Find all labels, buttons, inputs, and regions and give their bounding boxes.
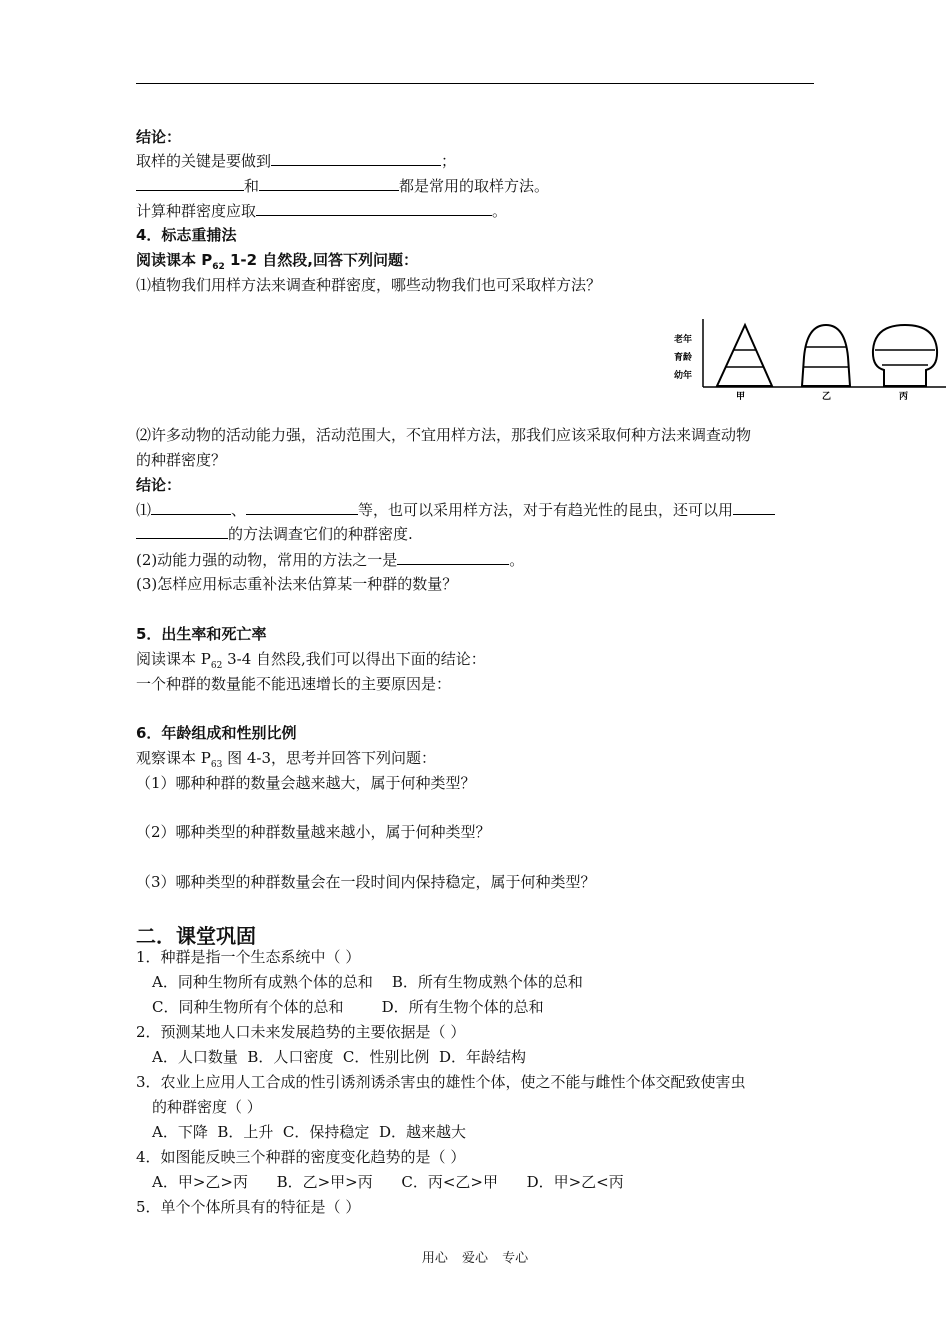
header-rule	[136, 83, 814, 84]
text: 和	[244, 177, 260, 195]
section5-line: 一个种群的数量能不能迅速增长的主要原因是：	[136, 675, 452, 693]
section6-q3: （3）哪种类型的种群数量会在一段时间内保持稳定，属于何种类型？	[136, 873, 596, 891]
x-label-jia: 甲	[736, 392, 746, 401]
conclusion-label: 结论：	[136, 128, 182, 146]
pyramid-yi	[802, 325, 850, 386]
text: 3-4 自然段,我们可以得出下面的结论：	[222, 650, 486, 668]
quiz-line: 3．农业上应用人工合成的性引诱剂诱杀害虫的雄性个体，使之不能与雌性个体交配致使害虫	[136, 1073, 746, 1091]
blank[interactable]	[259, 174, 399, 191]
y-label-breeding: 育龄	[674, 353, 693, 363]
page-footer: 用心 爱心 专心	[421, 1251, 529, 1266]
blank[interactable]	[271, 149, 441, 166]
quiz-line: A．同种生物所有成熟个体的总和 B．所有生物成熟个体的总和	[152, 973, 583, 991]
quiz-line: 的种群密度（ ）	[152, 1098, 262, 1116]
x-label-bing: 丙	[899, 392, 909, 401]
text: 图 4-3，思考并回答下列问题：	[222, 749, 437, 767]
blank[interactable]	[246, 498, 358, 515]
quiz-line: A．人口数量 B．人口密度 C．性别比例 D．年龄结构	[152, 1048, 526, 1066]
page-sub: 62	[212, 262, 225, 272]
part2-title: 二．课堂巩固	[136, 924, 256, 948]
text: 的方法调查它们的种群密度.	[228, 525, 413, 543]
section5-title: 5．出生率和死亡率	[136, 625, 267, 643]
quiz-line: 2．预测某地人口未来发展趋势的主要依据是（ ）	[136, 1023, 466, 1041]
blank[interactable]	[136, 174, 244, 191]
text: 观察课本 P	[136, 749, 211, 767]
text: 阅读课本 P	[136, 650, 211, 668]
blank[interactable]	[256, 199, 492, 216]
text: 都是常用的取样方法。	[399, 177, 550, 195]
quiz-line: 5．单个个体所具有的特征是（ ）	[136, 1198, 361, 1216]
blank[interactable]	[136, 522, 228, 539]
quiz-line: 4．如图能反映三个种群的密度变化趋势的是（ ）	[136, 1148, 466, 1166]
section4-c1-line1	[136, 498, 775, 521]
page-sub: 62	[210, 661, 223, 671]
conclusion-line-2	[136, 174, 549, 197]
blank[interactable]	[397, 548, 509, 565]
pyramid-bing	[873, 325, 937, 386]
section4-c2	[136, 548, 524, 571]
blank[interactable]	[151, 498, 231, 515]
text: ；	[441, 152, 457, 170]
y-label-old: 老年	[674, 335, 693, 345]
section6-q2: （2）哪种类型的种群数量越来越小，属于何种类型？	[136, 823, 491, 841]
text: 阅读课本 P	[136, 251, 213, 269]
quiz-line: A．下降 B．上升 C．保持稳定 D．越来越大	[152, 1123, 466, 1141]
conclusion-line-1	[136, 149, 456, 172]
blank[interactable]	[733, 498, 775, 515]
section4-title: 4．标志重捕法	[136, 226, 237, 244]
text: 。	[509, 551, 525, 569]
age-pyramid-figure	[670, 317, 946, 401]
quiz-line: 1．种群是指一个生态系统中（ ）	[136, 948, 361, 966]
section4-conclusion-label: 结论：	[136, 476, 182, 494]
text: 、	[231, 501, 247, 519]
text: ⑴	[136, 501, 152, 519]
page-sub: 63	[210, 760, 223, 770]
section4-c3: (3)怎样应用标志重补法来估算某一种群的数量？	[136, 575, 458, 593]
text: 计算种群密度应取	[136, 202, 257, 220]
section4-q2-line1: ⑵许多动物的活动能力强，活动范围大，不宜用样方法，那我们应该采取何种方法来调查动物	[136, 426, 752, 444]
section6-title: 6．年龄组成和性别比例	[136, 724, 297, 742]
section4-c1-line2	[136, 522, 413, 545]
pyramid-jia	[717, 325, 772, 386]
section4-q1: ⑴植物我们用样方法来调查种群密度，哪些动物我们也可采取样方法？	[136, 276, 602, 294]
text: 取样的关键是要做到	[136, 152, 272, 170]
text: 等，也可以采用样方法，对于有趋光性的昆虫，还可以用	[358, 501, 734, 519]
text: 。	[492, 202, 508, 220]
text: 1-2 自然段,回答下列问题：	[224, 251, 418, 269]
section6-q1: （1）哪种种群的数量会越来越大，属于何种类型？	[136, 774, 476, 792]
text: (2)动能力强的动物，常用的方法之一是	[136, 551, 398, 569]
quiz-line: C．同种生物所有个体的总和 D．所有生物个体的总和	[152, 998, 544, 1016]
x-label-yi: 乙	[822, 392, 832, 401]
quiz-line: A．甲>乙>丙 B．乙>甲>丙 C．丙<乙>甲 D．甲>乙<丙	[152, 1173, 624, 1191]
conclusion-line-3	[136, 199, 507, 222]
y-label-young: 幼年	[674, 371, 693, 381]
section4-q2-line2: 的种群密度？	[136, 451, 227, 469]
